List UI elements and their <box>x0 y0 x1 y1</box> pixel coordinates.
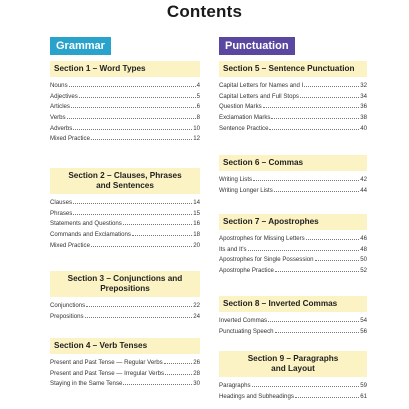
dot-leader <box>69 86 196 87</box>
dot-leader <box>73 129 192 130</box>
entry-list <box>219 175 367 196</box>
section-heading-line: and Layout <box>271 364 315 373</box>
toc-entry[interactable] <box>219 327 367 338</box>
entry-page-number: 20 <box>193 241 200 249</box>
entry-title: Articles <box>50 103 70 111</box>
dot-leader <box>85 317 193 318</box>
toc-entry[interactable] <box>50 358 200 369</box>
dot-leader <box>271 118 359 119</box>
entry-title: Present and Past Tense — Irregular Verbs <box>50 369 165 377</box>
entry-page-number: 50 <box>360 256 367 264</box>
entry-title: Prepositions <box>50 312 84 320</box>
entry-title: Apostrophes for Single Possession <box>219 256 314 264</box>
section-heading-line: Section 3 – Conjunctions and <box>67 274 183 283</box>
section-4 <box>50 338 200 390</box>
entry-title: Capital Letters and Full Stops <box>219 92 299 100</box>
dot-leader <box>253 180 359 181</box>
section-6 <box>219 155 367 196</box>
dot-leader <box>300 97 359 98</box>
toc-entry[interactable] <box>50 241 200 252</box>
section-heading-line: Section 1 – Word Types <box>54 64 146 73</box>
toc-entry[interactable] <box>219 124 367 135</box>
entry-title: Clauses <box>50 199 73 206</box>
dot-leader <box>91 139 192 140</box>
dot-leader <box>67 118 196 119</box>
dot-leader <box>274 191 359 192</box>
entry-title: Phrases <box>50 209 73 217</box>
entry-title: Headings and Subheadings <box>219 392 294 400</box>
section-heading <box>50 168 200 194</box>
toc-entry[interactable] <box>50 113 200 124</box>
section-heading <box>219 296 367 312</box>
toc-entry[interactable] <box>50 301 200 312</box>
entry-title: Paragraphs <box>219 382 251 389</box>
entry-page-number: 24 <box>193 312 200 320</box>
section-heading <box>219 214 367 230</box>
entry-title: Statements and Questions <box>50 220 122 228</box>
entry-page-number: 26 <box>193 359 200 366</box>
entry-title: Commands and Exclamations <box>50 231 131 239</box>
dot-leader <box>275 271 359 272</box>
section-heading-line: Section 4 – Verb Tenses <box>54 341 148 350</box>
toc-entry[interactable] <box>219 245 367 256</box>
dot-leader <box>165 374 192 375</box>
toc-entry[interactable] <box>219 266 367 277</box>
toc-entry[interactable] <box>219 316 367 327</box>
entry-page-number: 30 <box>193 380 200 388</box>
section-heading <box>219 61 367 77</box>
entry-page-number: 12 <box>193 135 200 143</box>
dot-leader <box>275 332 360 333</box>
dot-leader <box>315 260 360 261</box>
toc-entry[interactable] <box>50 312 200 323</box>
section-8 <box>219 296 367 337</box>
entry-page-number: 48 <box>360 245 367 253</box>
dot-leader <box>123 224 192 225</box>
entry-title: Conjunctions <box>50 302 86 309</box>
dot-leader <box>263 107 360 108</box>
toc-entry[interactable] <box>219 175 367 186</box>
section-7 <box>219 214 367 277</box>
entry-page-number: 46 <box>360 235 367 242</box>
toc-entry[interactable] <box>219 81 367 92</box>
toc-entry[interactable] <box>219 255 367 266</box>
section-heading-line: Prepositions <box>100 284 150 293</box>
dot-leader <box>123 384 192 385</box>
entry-title: Inverted Commas <box>219 317 268 324</box>
grammar-label: Grammar <box>50 37 111 55</box>
section-9 <box>219 351 367 402</box>
entry-list <box>219 316 367 337</box>
entry-page-number: 52 <box>360 267 367 275</box>
toc-entry[interactable] <box>50 134 200 145</box>
entry-list <box>219 381 367 402</box>
section-3 <box>50 271 200 322</box>
toc-entry[interactable] <box>50 124 200 135</box>
entry-page-number: 34 <box>360 92 367 100</box>
entry-page-number: 14 <box>193 199 200 206</box>
entry-title: Apostrophes for Missing Letters <box>219 235 305 242</box>
dot-leader <box>73 203 192 204</box>
section-heading-line: Section 6 – Commas <box>223 158 304 167</box>
entry-title: Question Marks <box>219 103 262 111</box>
toc-entry[interactable] <box>219 381 367 392</box>
toc-entry[interactable] <box>50 198 200 209</box>
entry-title: Present and Past Tense — Regular Verbs <box>50 359 163 366</box>
toc-entry[interactable] <box>219 392 367 403</box>
entry-title: Writing Longer Lists <box>219 186 273 194</box>
entry-title: Exclamation Marks <box>219 114 271 122</box>
section-heading <box>219 155 367 171</box>
section-heading-line: Section 8 – Inverted Commas <box>223 299 338 308</box>
entry-page-number: 44 <box>360 186 367 194</box>
toc-entry[interactable] <box>50 369 200 380</box>
toc-entry[interactable] <box>50 92 200 103</box>
entry-page-number: 5 <box>196 92 200 100</box>
dot-leader <box>71 107 196 108</box>
toc-entry[interactable] <box>219 92 367 103</box>
entry-title: Mixed Practice <box>50 135 90 143</box>
dot-leader <box>91 246 192 247</box>
dot-leader <box>86 306 192 307</box>
entry-page-number: 61 <box>360 392 367 400</box>
section-heading-line: Section 2 – Clauses, Phrases <box>68 171 182 180</box>
entry-page-number: 8 <box>196 114 200 122</box>
section-heading <box>50 61 200 77</box>
section-heading-line: Section 7 – Apostrophes <box>223 217 319 226</box>
entry-page-number: 16 <box>193 220 200 228</box>
section-heading-line: Section 5 – Sentence Punctuation <box>223 64 355 73</box>
section-heading <box>50 338 200 354</box>
entry-title: Capital Letters for Names and I <box>219 82 304 89</box>
entry-title: Apostrophe Practice <box>219 267 274 275</box>
page-title: Contents <box>166 2 243 21</box>
dot-leader <box>79 97 196 98</box>
entry-list <box>219 234 367 277</box>
section-heading <box>50 271 200 297</box>
entry-title: Adverbs <box>50 124 73 132</box>
toc-entry[interactable] <box>50 209 200 220</box>
entry-title: Mixed Practice <box>50 241 90 249</box>
entry-title: Verbs <box>50 114 66 122</box>
entry-list <box>50 358 200 390</box>
entry-page-number: 40 <box>360 124 367 132</box>
entry-page-number: 38 <box>360 114 367 122</box>
entry-page-number: 28 <box>193 369 200 377</box>
section-2 <box>50 168 200 251</box>
dot-leader <box>306 239 360 240</box>
entry-list <box>50 198 200 251</box>
section-heading-line: and Sentences <box>96 181 154 190</box>
entry-page-number: 15 <box>193 209 200 217</box>
entry-page-number: 18 <box>193 231 200 239</box>
dot-leader <box>73 214 192 215</box>
entry-page-number: 6 <box>196 103 200 111</box>
entry-list <box>219 81 367 134</box>
entry-title: Sentence Practice <box>219 124 269 132</box>
dot-leader <box>268 321 359 322</box>
toc-entry[interactable] <box>50 230 200 241</box>
entry-title: Writing Lists <box>219 176 253 183</box>
entry-page-number: 4 <box>196 82 200 89</box>
toc-entry[interactable] <box>50 219 200 230</box>
entry-page-number: 36 <box>360 103 367 111</box>
entry-page-number: 22 <box>193 302 200 309</box>
section-1 <box>50 61 200 145</box>
entry-title: Staying in the Same Tense <box>50 380 123 388</box>
grammar-column <box>50 36 200 388</box>
dot-leader <box>132 235 192 236</box>
punctuation-column <box>219 36 367 400</box>
dot-leader <box>295 397 359 398</box>
entry-list <box>50 81 200 145</box>
dot-leader <box>248 250 360 251</box>
section-heading-line: Section 9 – Paragraphs <box>247 354 339 363</box>
section-5 <box>219 61 367 134</box>
entry-page-number: 56 <box>360 327 367 335</box>
punctuation-label: Punctuation <box>219 37 295 55</box>
toc-entry[interactable] <box>219 234 367 245</box>
toc-entry[interactable] <box>219 113 367 124</box>
dot-leader <box>304 86 359 87</box>
toc-entry[interactable] <box>50 379 200 390</box>
dot-leader <box>269 129 359 130</box>
entry-list <box>50 301 200 322</box>
entry-title: Adjectives <box>50 92 78 100</box>
entry-page-number: 54 <box>360 317 367 324</box>
toc-entry[interactable] <box>50 102 200 113</box>
entry-title: Punctuating Speech <box>219 327 274 335</box>
dot-leader <box>252 386 360 387</box>
entry-title: Its and It's <box>219 245 247 253</box>
toc-entry[interactable] <box>219 186 367 197</box>
entry-title: Nouns <box>50 82 68 89</box>
dot-leader <box>164 363 193 364</box>
toc-entry[interactable] <box>219 102 367 113</box>
entry-page-number: 59 <box>360 382 367 389</box>
entry-page-number: 10 <box>193 124 200 132</box>
toc-entry[interactable] <box>50 81 200 92</box>
entry-page-number: 42 <box>360 176 367 183</box>
entry-page-number: 32 <box>360 82 367 89</box>
section-heading <box>219 351 367 377</box>
